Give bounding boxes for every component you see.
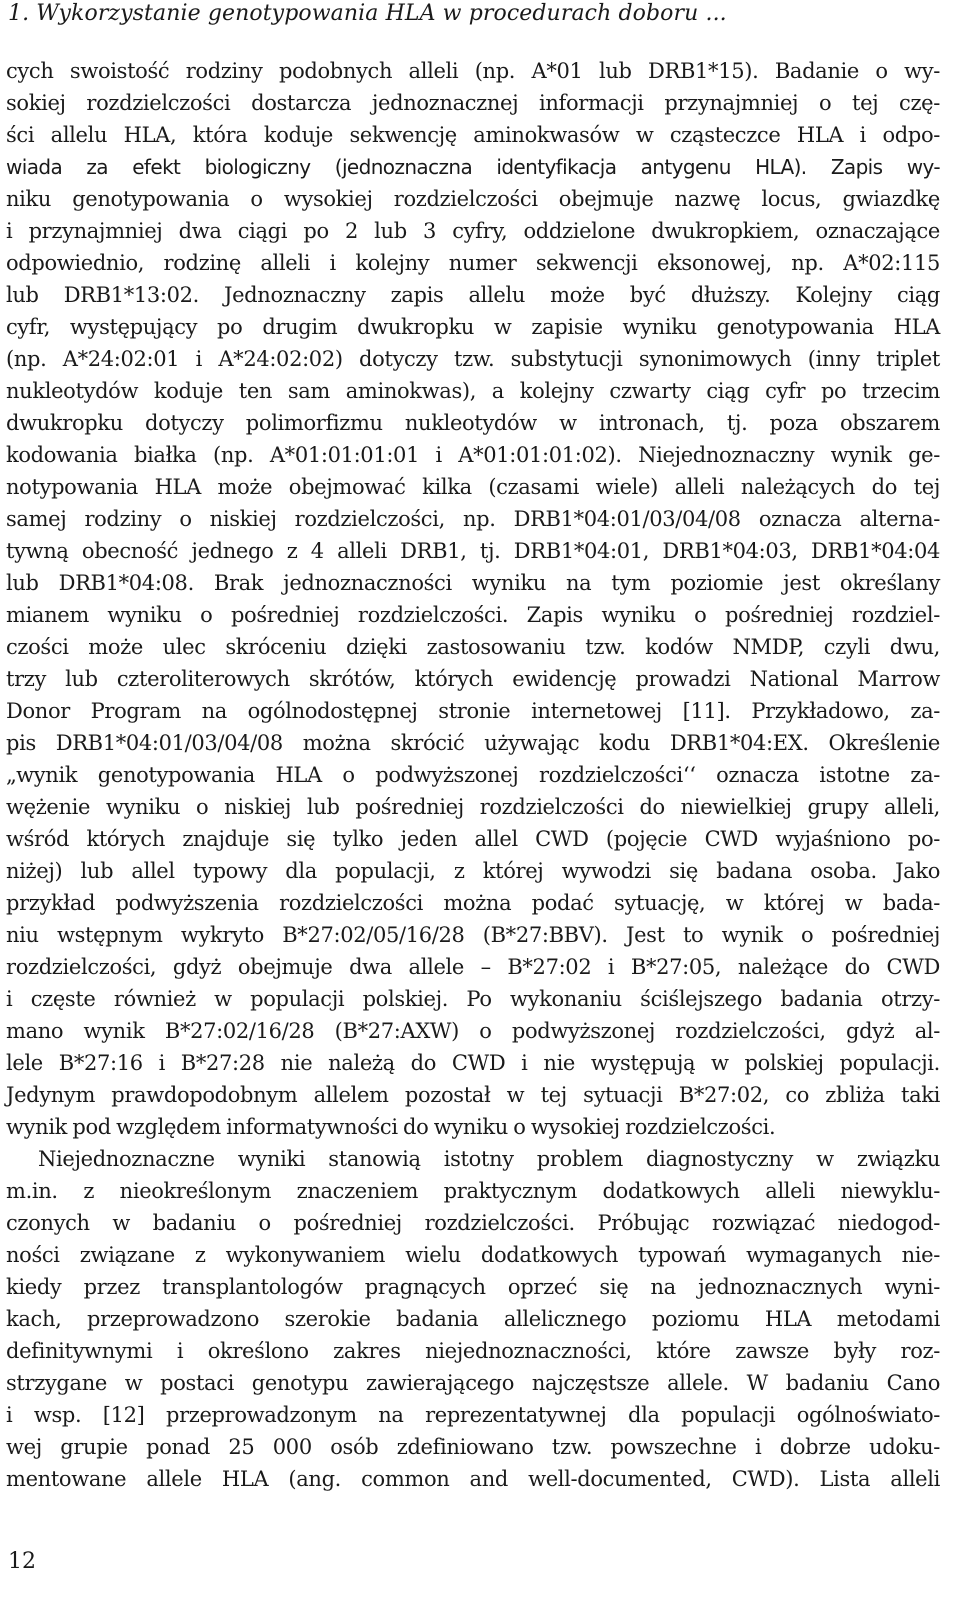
text-line: czonych w badaniu o pośredniej rozdzielczości. Próbując rozwiązać niedogod- [6, 1211, 940, 1235]
text-line: mano wynik B*27:02/16/28 (B*27:AXW) o podwyższonej rozdzielczości, gdyż al- [6, 1019, 940, 1043]
text-line: nukleotydów koduje ten sam aminokwas), a kolejny czwarty ciąg cyfr po trzecim [6, 379, 940, 403]
text-line: trzy lub czteroliterowych skrótów, których ewidencję prowadzi National Marrow [6, 667, 940, 691]
text-line: wężenie wyniku o niskiej lub pośredniej rozdzielczości do niewielkiej grupy alleli, [6, 795, 940, 819]
text-line: ności związane z wykonywaniem wielu dodatkowych typowań wymaganych nie- [6, 1243, 940, 1267]
text-line: lub DRB1*04:08. Brak jednoznaczności wyniku na tym poziomie jest określany [6, 571, 940, 595]
text-line: lub DRB1*13:02. Jednoznaczny zapis allelu może być dłuższy. Kolejny ciąg [6, 283, 940, 307]
text-line: dwukropku dotyczy polimorfizmu nukleotydów w intronach, tj. poza obszarem [6, 411, 940, 435]
text-line: wśród których znajduje się tylko jeden allel CWD (pojęcie CWD wyjaśniono po- [6, 827, 940, 851]
running-head: 1. Wykorzystanie genotypowania HLA w procedurach doboru ... [8, 1, 727, 26]
text-line: i wsp. [12] przeprowadzonym na reprezentatywnej dla populacji ogólnoświato- [6, 1403, 940, 1427]
text-line: Donor Program na ogólnodostępnej stronie internetowej [11]. Przykładowo, za- [6, 699, 940, 723]
text-line: i przynajmniej dwa ciągi po 2 lub 3 cyfry, oddzielone dwukropkiem, oznaczające [6, 219, 940, 243]
body-text [6, 55, 940, 1495]
text-line: wej grupie ponad 25 000 osób zdefiniowano tzw. powszechne i dobrze udoku- [6, 1435, 940, 1459]
text-line: mentowane allele HLA (ang. common and well-documented, CWD). Lista alleli [6, 1467, 940, 1491]
text-line: ści allelu HLA, która koduje sekwencję aminokwasów w cząsteczce HLA i odpo- [6, 123, 940, 147]
text-line: wynik pod względem informatywności do wyniku o wysokiej rozdzielczości. [6, 1115, 776, 1139]
text-line: cyfr, występujący po drugim dwukropku w zapisie wyniku genotypowania HLA [6, 315, 940, 339]
page-number: 12 [8, 1549, 36, 1574]
text-line: definitywnymi i określono zakres niejednoznaczności, które zawsze były roz- [6, 1339, 940, 1363]
text-line: czości może ulec skróceniu dzięki zastosowaniu tzw. kodów NMDP, czyli dwu, [6, 635, 940, 659]
text-line: kach, przeprowadzono szerokie badania allelicznego poziomu HLA metodami [6, 1307, 940, 1331]
text-line: wiada za efekt biologiczny (jednoznaczna identyfikacja antygenu HLA). Zapis wy- [6, 155, 940, 179]
text-line: kiedy przez transplantologów pragnących oprzeć się na jednoznacznych wyni- [6, 1275, 940, 1299]
text-line: odpowiednio, rodzinę alleli i kolejny numer sekwencji eksonowej, np. A*02:115 [6, 251, 940, 275]
text-line: niu wstępnym wykryto B*27:02/05/16/28 (B*27:BBV). Jest to wynik o pośredniej [6, 923, 940, 947]
text-line: pis DRB1*04:01/03/04/08 można skrócić używając kodu DRB1*04:EX. Określenie [6, 731, 940, 755]
text-line: przykład podwyższenia rozdzielczości można podać sytuację, w której w bada- [6, 891, 940, 915]
text-line: niku genotypowania o wysokiej rozdzielczości obejmuje nazwę locus, gwiazdkę [6, 187, 940, 211]
text-line: Jedynym prawdopodobnym allelem pozostał w tej sytuacji B*27:02, co zbliża taki [6, 1083, 940, 1107]
text-line: samej rodziny o niskiej rozdzielczości, np. DRB1*04:01/03/04/08 oznacza alterna- [6, 507, 940, 531]
text-line: notypowania HLA może obejmować kilka (czasami wiele) alleli należących do tej [6, 475, 940, 499]
text-line: Niejednoznaczne wyniki stanowią istotny problem diagnostyczny w związku [38, 1147, 940, 1171]
text-line: strzygane w postaci genotypu zawierającego najczęstsze allele. W badaniu Cano [6, 1371, 940, 1395]
text-line: (np. A*24:02:01 i A*24:02:02) dotyczy tzw. substytucji synonimowych (inny triplet [6, 347, 940, 371]
text-line: lele B*27:16 i B*27:28 nie należą do CWD i nie występują w polskiej populacji. [6, 1051, 940, 1075]
text-line: rozdzielczości, gdyż obejmuje dwa allele – B*27:02 i B*27:05, należące do CWD [6, 955, 940, 979]
text-line: niżej) lub allel typowy dla populacji, z której wywodzi się badana osoba. Jako [6, 859, 940, 883]
text-line: kodowania białka (np. A*01:01:01:01 i A*01:01:01:02). Niejednoznaczny wynik ge- [6, 443, 940, 467]
text-line: mianem wyniku o pośredniej rozdzielczości. Zapis wyniku o pośredniej rozdziel- [6, 603, 940, 627]
text-line: cych swoistość rodziny podobnych alleli (np. A*01 lub DRB1*15). Badanie o wy- [6, 59, 940, 83]
text-line: m.in. z nieokreślonym znaczeniem praktycznym dodatkowych alleli niewyklu- [6, 1179, 940, 1203]
text-line: tywną obecność jednego z 4 alleli DRB1, tj. DRB1*04:01, DRB1*04:03, DRB1*04:04 [6, 539, 940, 563]
text-line: „wynik genotypowania HLA o podwyższonej rozdzielczości‘‘ oznacza istotne za- [6, 763, 940, 787]
text-line: i częste również w populacji polskiej. Po wykonaniu ściślejszego badania otrzy- [6, 987, 940, 1011]
text-line: sokiej rozdzielczości dostarcza jednoznacznej informacji przynajmniej o tej czę- [6, 91, 940, 115]
